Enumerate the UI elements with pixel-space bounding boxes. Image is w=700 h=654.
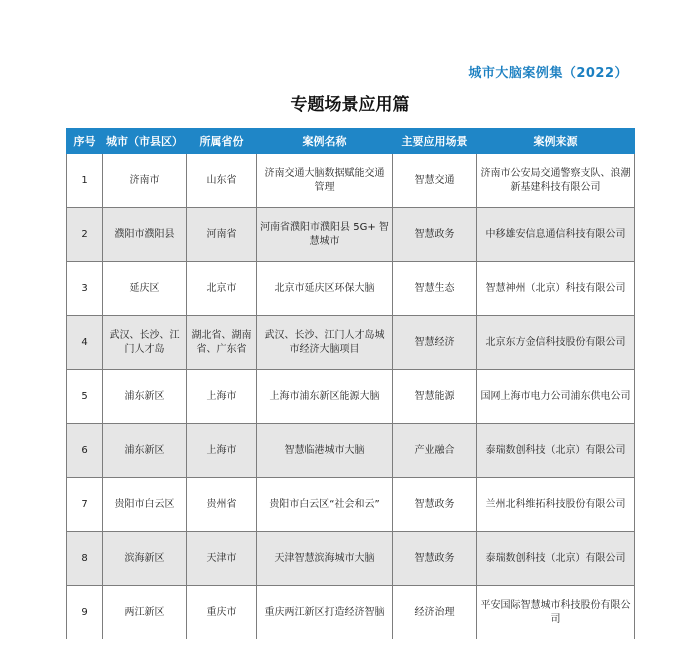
cell-source: 泰瑞数创科技（北京）有限公司	[477, 424, 635, 478]
col-header-province: 所属省份	[187, 129, 257, 154]
cell-city: 贵阳市白云区	[103, 478, 187, 532]
cell-source: 中移雄安信息通信科技有限公司	[477, 208, 635, 262]
table-row	[67, 532, 635, 586]
table-row	[67, 262, 635, 316]
cell-case-name: 武汉、长沙、江门人才岛城市经济大脑项目	[257, 316, 393, 370]
cell-source: 泰瑞数创科技（北京）有限公司	[477, 532, 635, 586]
cell-province: 重庆市	[187, 586, 257, 640]
cell-source: 智慧神州（北京）科技有限公司	[477, 262, 635, 316]
cell-province: 贵州省	[187, 478, 257, 532]
cell-province: 天津市	[187, 532, 257, 586]
cell-number: 7	[67, 478, 103, 532]
col-header-number: 序号	[67, 129, 103, 154]
cell-case-name: 河南省濮阳市濮阳县 5G+ 智慧城市	[257, 208, 393, 262]
table-header-row	[67, 129, 635, 154]
col-header-case-name: 案例名称	[257, 129, 393, 154]
cell-source: 北京东方金信科技股份有限公司	[477, 316, 635, 370]
cell-city: 濮阳市濮阳县	[103, 208, 187, 262]
cell-province: 湖北省、湖南省、广东省	[187, 316, 257, 370]
cell-scene: 产业融合	[393, 424, 477, 478]
cell-case-name: 上海市浦东新区能源大脑	[257, 370, 393, 424]
cell-number: 4	[67, 316, 103, 370]
cell-number: 3	[67, 262, 103, 316]
cell-city: 浦东新区	[103, 424, 187, 478]
cell-province: 河南省	[187, 208, 257, 262]
cell-scene: 智慧政务	[393, 532, 477, 586]
cell-source: 国网上海市电力公司浦东供电公司	[477, 370, 635, 424]
cell-source: 济南市公安局交通警察支队、浪潮新基建科技有限公司	[477, 154, 635, 208]
cell-number: 5	[67, 370, 103, 424]
cell-case-name: 重庆两江新区打造经济智脑	[257, 586, 393, 640]
cell-scene: 经济治理	[393, 586, 477, 640]
col-header-scene: 主要应用场景	[393, 129, 477, 154]
cell-city: 济南市	[103, 154, 187, 208]
cell-scene: 智慧经济	[393, 316, 477, 370]
cell-number: 2	[67, 208, 103, 262]
cell-province: 上海市	[187, 424, 257, 478]
cell-source: 兰州北科维拓科技股份有限公司	[477, 478, 635, 532]
col-header-city: 城市（市县区）	[103, 129, 187, 154]
cell-province: 上海市	[187, 370, 257, 424]
cell-scene: 智慧能源	[393, 370, 477, 424]
cell-scene: 智慧政务	[393, 478, 477, 532]
cell-city: 武汉、长沙、江门人才岛	[103, 316, 187, 370]
cell-city: 滨海新区	[103, 532, 187, 586]
cell-case-name: 智慧临港城市大脑	[257, 424, 393, 478]
page-title: 专题场景应用篇	[290, 95, 410, 115]
cell-city: 浦东新区	[103, 370, 187, 424]
table-row	[67, 586, 635, 640]
cell-case-name: 天津智慧滨海城市大脑	[257, 532, 393, 586]
cell-scene: 智慧生态	[393, 262, 477, 316]
cell-number: 1	[67, 154, 103, 208]
cell-case-name: 贵阳市白云区“社会和云”	[257, 478, 393, 532]
cell-case-name: 济南交通大脑数据赋能交通管理	[257, 154, 393, 208]
table-row	[67, 424, 635, 478]
cell-source: 平安国际智慧城市科技股份有限公司	[477, 586, 635, 640]
cell-scene: 智慧交通	[393, 154, 477, 208]
case-table	[66, 128, 635, 639]
table-row	[67, 154, 635, 208]
cell-number: 6	[67, 424, 103, 478]
cell-province: 山东省	[187, 154, 257, 208]
col-header-source: 案例来源	[477, 129, 635, 154]
table-row	[67, 208, 635, 262]
cell-province: 北京市	[187, 262, 257, 316]
cell-scene: 智慧政务	[393, 208, 477, 262]
cell-number: 9	[67, 586, 103, 640]
series-title: 城市大脑案例集（2022）	[468, 66, 628, 81]
table-row	[67, 370, 635, 424]
cell-number: 8	[67, 532, 103, 586]
cell-city: 两江新区	[103, 586, 187, 640]
table-row	[67, 316, 635, 370]
cell-case-name: 北京市延庆区环保大脑	[257, 262, 393, 316]
cell-city: 延庆区	[103, 262, 187, 316]
table-row	[67, 478, 635, 532]
